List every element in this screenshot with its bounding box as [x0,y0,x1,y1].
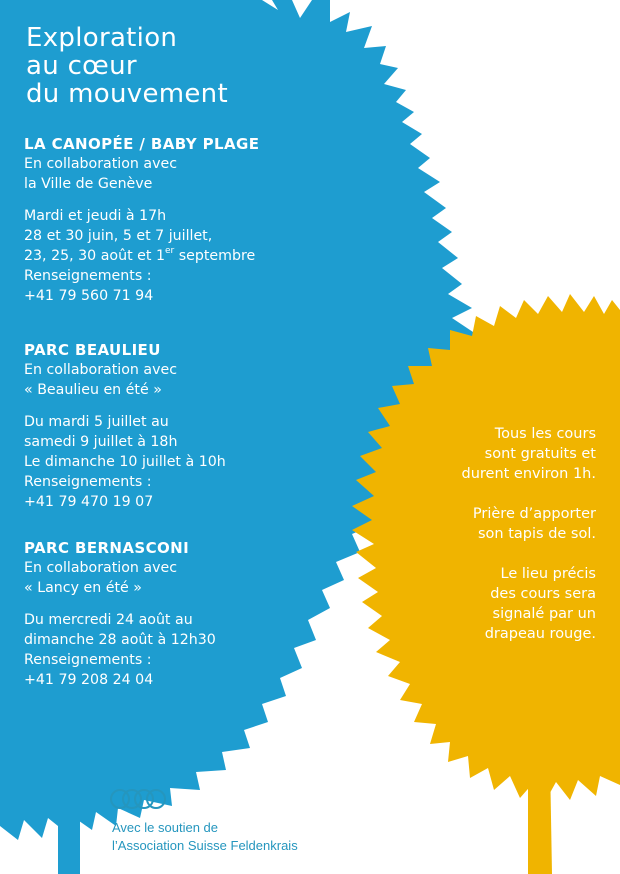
blue-tree-trunk [58,720,80,874]
dates-line: Du mardi 5 juillet au [24,414,169,430]
collab-line: la Ville de Genève [24,176,153,192]
phone-number: +41 79 208 24 04 [24,672,154,688]
phone-number: +41 79 560 71 94 [24,288,154,304]
sponsor-credit [112,819,298,855]
info-label: Renseignements : [24,652,152,668]
dates-line: dimanche 28 août à 12h30 [24,632,216,648]
section-bernasconi [24,538,216,690]
dates-line: Du mercredi 24 août au [24,612,193,628]
note-paragraph: Tous les cours sont gratuits et durent environ 1h. [461,426,596,482]
dates-line: Mardi et jeudi à 17h [24,208,167,224]
note-paragraph: Le lieu précis des cours sera signalé par un drapeau rouge. [484,566,596,642]
footer-line: l’Association Suisse Feldenkrais [112,838,298,853]
dates-line: Le dimanche 10 juillet à 10h [24,454,226,470]
section-heading: LA CANOPÉE / BABY PLAGE [24,135,260,153]
note-paragraph: Prière d’apporter son tapis de sol. [472,506,596,542]
section-heading: PARC BERNASCONI [24,539,190,557]
info-label: Renseignements : [24,268,152,284]
section-heading: PARC BEAULIEU [24,341,161,359]
collab-line: « Beaulieu en été » [24,382,162,398]
collab-line: « Lancy en été » [24,580,142,596]
footer-line: Avec le soutien de [112,820,218,835]
dates-line: samedi 9 juillet à 18h [24,434,178,450]
notes-block [336,424,596,664]
dates-line: 23, 25, 30 août et 1er septembre [24,246,256,264]
section-beaulieu [24,340,226,512]
info-label: Renseignements : [24,474,152,490]
title-line: Exploration [26,23,178,53]
poster-title [26,24,228,108]
feldenkrais-logo-icon [108,787,168,811]
title-line: du mouvement [26,79,228,109]
collab-line: En collaboration avec [24,362,178,378]
title-line: au cœur [26,51,137,81]
phone-number: +41 79 470 19 07 [24,494,154,510]
collab-line: En collaboration avec [24,156,178,172]
dates-line: 28 et 30 juin, 5 et 7 juillet, [24,228,213,244]
section-canopee [24,134,259,306]
collab-line: En collaboration avec [24,560,178,576]
